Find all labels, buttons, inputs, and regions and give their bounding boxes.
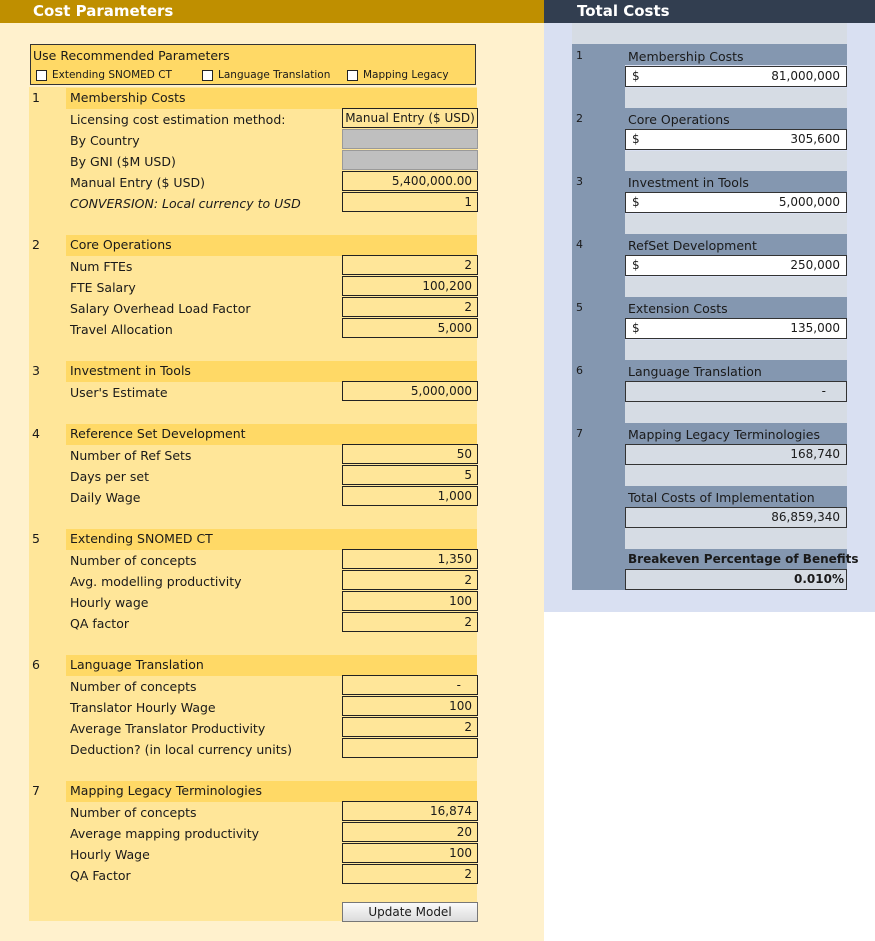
cost-row-spacer xyxy=(625,528,847,549)
mapping-productivity-field[interactable]: 20 xyxy=(342,822,478,842)
language-translation-heading: Language Translation xyxy=(70,657,204,672)
recommended-parameters-title: Use Recommended Parameters xyxy=(33,48,230,63)
cost-row-spacer xyxy=(625,340,847,360)
mapping-legacy-total-label: Mapping Legacy Terminologies xyxy=(628,427,820,442)
licensing-method-label: Licensing cost estimation method: xyxy=(70,112,286,127)
language-translation-total xyxy=(625,381,847,402)
travel-allocation-field[interactable]: 5,000 xyxy=(342,318,478,338)
by-country-field[interactable] xyxy=(342,129,478,149)
lt-concepts-field[interactable]: - xyxy=(342,675,478,695)
language-translation-checkbox-label: Language Translation xyxy=(218,69,331,81)
extending-snomed-heading: Extending SNOMED CT xyxy=(70,531,213,546)
daily-wage-label: Daily Wage xyxy=(70,490,141,505)
cost-row-spacer xyxy=(625,465,847,486)
mapping-legacy-total xyxy=(625,444,847,465)
refset-heading: Reference Set Development xyxy=(70,426,246,441)
membership-costs-total-label: Membership Costs xyxy=(628,49,744,64)
num-ftes-field[interactable]: 2 xyxy=(342,255,478,275)
value: 135,000 xyxy=(790,321,840,335)
fte-salary-field[interactable]: 100,200 xyxy=(342,276,478,296)
travel-allocation-label: Travel Allocation xyxy=(70,322,173,337)
num-refsets-label: Number of Ref Sets xyxy=(70,448,192,463)
update-model-button[interactable]: Update Model xyxy=(342,902,478,922)
map-qa-factor-field[interactable]: 2 xyxy=(342,864,478,884)
conversion-field[interactable]: 1 xyxy=(342,192,478,212)
mapping-legacy-heading: Mapping Legacy Terminologies xyxy=(70,783,262,798)
investment-tools-total-label: Investment in Tools xyxy=(628,175,749,190)
extending-snomed-checkbox[interactable] xyxy=(36,70,47,81)
section-number: 4 xyxy=(32,426,40,441)
cost-row-spacer xyxy=(625,88,847,108)
ext-concepts-label: Number of concepts xyxy=(70,553,197,568)
map-hourly-wage-label: Hourly Wage xyxy=(70,847,150,862)
ext-qa-factor-field[interactable]: 2 xyxy=(342,612,478,632)
modelling-productivity-field[interactable]: 2 xyxy=(342,570,478,590)
translator-productivity-label: Average Translator Productivity xyxy=(70,721,266,736)
ext-hourly-wage-label: Hourly wage xyxy=(70,595,149,610)
section-number: 5 xyxy=(32,531,40,546)
map-hourly-wage-field[interactable]: 100 xyxy=(342,843,478,863)
breakeven-value xyxy=(625,569,847,590)
membership-costs-heading: Membership Costs xyxy=(70,90,186,105)
currency-symbol: $ xyxy=(632,195,640,209)
num-ftes-label: Num FTEs xyxy=(70,259,133,274)
translator-wage-label: Translator Hourly Wage xyxy=(70,700,216,715)
value: 0.010% xyxy=(794,572,844,586)
currency-symbol: $ xyxy=(632,321,640,335)
cost-number: 1 xyxy=(576,49,583,62)
core-operations-heading: Core Operations xyxy=(70,237,172,252)
cost-row-spacer xyxy=(625,402,847,423)
breakeven-label: Breakeven Percentage of Benefits xyxy=(628,552,859,566)
mapping-legacy-checkbox[interactable] xyxy=(347,70,358,81)
section-number: 2 xyxy=(32,237,40,252)
refset-total-label: RefSet Development xyxy=(628,238,757,253)
by-gni-label: By GNI ($M USD) xyxy=(70,154,176,169)
value: 81,000,000 xyxy=(771,69,840,83)
mapping-productivity-label: Average mapping productivity xyxy=(70,826,260,841)
section-number: 6 xyxy=(32,657,40,672)
total-implementation-value xyxy=(625,507,847,528)
section-number: 7 xyxy=(32,783,40,798)
days-per-set-field[interactable]: 5 xyxy=(342,465,478,485)
value: 5,000,000 xyxy=(778,195,840,209)
section-number: 1 xyxy=(32,90,40,105)
by-gni-field[interactable] xyxy=(342,150,478,170)
num-refsets-field[interactable]: 50 xyxy=(342,444,478,464)
investment-tools-total xyxy=(625,192,847,213)
translator-productivity-field[interactable]: 2 xyxy=(342,717,478,737)
by-country-label: By Country xyxy=(70,133,140,148)
membership-costs-total xyxy=(625,66,847,87)
value: 86,859,340 xyxy=(771,510,840,524)
extension-costs-total xyxy=(625,318,847,339)
map-concepts-label: Number of concepts xyxy=(70,805,197,820)
ext-qa-factor-label: QA factor xyxy=(70,616,129,631)
language-translation-checkbox[interactable] xyxy=(202,70,213,81)
overhead-factor-field[interactable]: 2 xyxy=(342,297,478,317)
total-costs-title: Total Costs xyxy=(577,2,670,20)
cost-number: 3 xyxy=(576,175,583,188)
overhead-factor-label: Salary Overhead Load Factor xyxy=(70,301,251,316)
manual-entry-label: Manual Entry ($ USD) xyxy=(70,175,206,190)
users-estimate-field[interactable]: 5,000,000 xyxy=(342,381,478,401)
currency-symbol: $ xyxy=(632,258,640,272)
ext-concepts-field[interactable]: 1,350 xyxy=(342,549,478,569)
conversion-label: CONVERSION: Local currency to USD xyxy=(70,196,301,211)
value: 168,740 xyxy=(790,447,840,461)
cost-number: 5 xyxy=(576,301,583,314)
manual-entry-field[interactable]: 5,400,000.00 xyxy=(342,171,478,191)
cost-number: 6 xyxy=(576,364,583,377)
translator-wage-field[interactable]: 100 xyxy=(342,696,478,716)
cost-row-spacer xyxy=(625,151,847,171)
cost-row-spacer xyxy=(625,277,847,297)
core-operations-total-label: Core Operations xyxy=(628,112,730,127)
map-qa-factor-label: QA Factor xyxy=(70,868,131,883)
extension-costs-total-label: Extension Costs xyxy=(628,301,728,316)
language-translation-total-label: Language Translation xyxy=(628,364,762,379)
cost-parameters-title: Cost Parameters xyxy=(33,2,174,20)
investment-tools-heading: Investment in Tools xyxy=(70,363,191,378)
total-implementation-label: Total Costs of Implementation xyxy=(628,490,815,505)
section-number: 3 xyxy=(32,363,40,378)
value: - xyxy=(821,384,826,398)
cost-number: 7 xyxy=(576,427,583,440)
refset-total xyxy=(625,255,847,276)
currency-symbol: $ xyxy=(632,132,640,146)
cost-row-spacer xyxy=(625,214,847,234)
licensing-method-select[interactable]: Manual Entry ($ USD) xyxy=(342,108,478,128)
cost-number: 4 xyxy=(576,238,583,251)
value: 250,000 xyxy=(790,258,840,272)
deduction-label: Deduction? (in local currency units) xyxy=(70,742,292,757)
cost-number: 2 xyxy=(576,112,583,125)
modelling-productivity-label: Avg. modelling productivity xyxy=(70,574,242,589)
mapping-legacy-checkbox-label: Mapping Legacy xyxy=(363,69,449,81)
ext-hourly-wage-field[interactable]: 100 xyxy=(342,591,478,611)
users-estimate-label: User's Estimate xyxy=(70,385,168,400)
value: 305,600 xyxy=(790,132,840,146)
total-costs-top-row xyxy=(572,23,847,44)
lt-concepts-label: Number of concepts xyxy=(70,679,197,694)
extending-snomed-checkbox-label: Extending SNOMED CT xyxy=(52,69,172,81)
core-operations-total xyxy=(625,129,847,150)
daily-wage-field[interactable]: 1,000 xyxy=(342,486,478,506)
days-per-set-label: Days per set xyxy=(70,469,150,484)
deduction-field[interactable] xyxy=(342,738,478,758)
currency-symbol: $ xyxy=(632,69,640,83)
fte-salary-label: FTE Salary xyxy=(70,280,136,295)
map-concepts-field[interactable]: 16,874 xyxy=(342,801,478,821)
